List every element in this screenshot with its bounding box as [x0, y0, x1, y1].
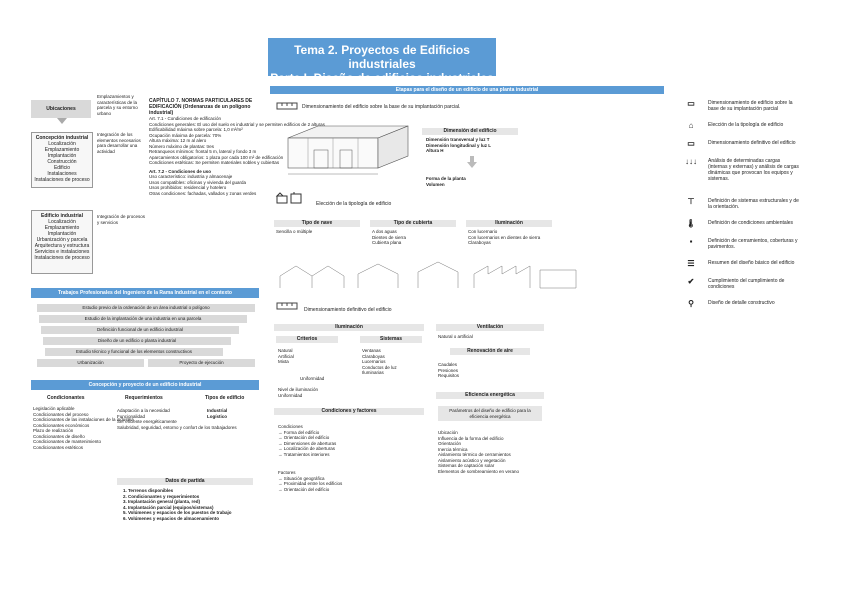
list-item: Condicionantes económicos — [33, 422, 90, 428]
trabajo-bottom-item: Proyecto de ejecución — [148, 359, 255, 367]
list-item: Implantación — [47, 231, 77, 237]
efic-title: Eficiencia energética — [436, 392, 544, 399]
nivel-list — [278, 387, 358, 398]
datos-title: Datos de partida — [117, 478, 253, 485]
right-step-text: Definición de sistemas estructurales y de la orientación. — [708, 198, 799, 210]
right-step-item — [680, 278, 800, 290]
edificio-box — [31, 210, 93, 274]
list-item: Aislamiento térmico de cerramientos — [438, 452, 511, 457]
list-icon: ☰ — [687, 259, 695, 268]
trabajo-bottom-item: Urbanización — [37, 359, 144, 367]
list-item: Servicios e instalaciones — [34, 249, 90, 255]
step2-text: Elección de la tipología de edificio — [316, 201, 392, 207]
list-item: Condicionantes de diseño — [33, 433, 85, 439]
right-step-item — [680, 238, 800, 250]
concepto-col-3: Tipos de edificio — [205, 395, 245, 401]
criterios-list — [278, 348, 338, 365]
right-step-text: Definición de cerramientos, coberturas y pavimentos. — [708, 238, 798, 250]
vent-title: Ventilación — [436, 324, 544, 331]
arrow-down-icon — [57, 118, 67, 124]
capitulo-title: CAPÍTULO 7. NORMAS PARTICULARES DE EDIFICACIÓN (Ordenanzas de un polígono industrial) — [149, 98, 253, 116]
list-item: → Proximidad entre los edificios — [278, 481, 343, 486]
right-step-item — [680, 158, 800, 182]
ruler-icon — [276, 102, 298, 110]
trabajos-bottom — [37, 359, 255, 367]
right-step-item — [680, 300, 800, 308]
dims-list — [426, 137, 522, 154]
cubierta-list — [372, 229, 458, 246]
list-item: Número máximo de plantas: tres — [149, 143, 215, 149]
factory-icon: ⌂ — [688, 121, 694, 130]
list-item: Conductos de luz — [362, 364, 397, 370]
ubicaciones-note: Emplazamientos y características de la parcela y su entorno urbano — [97, 94, 138, 116]
list-item: 3. Implantación general (planta, red) — [123, 499, 201, 504]
right-step-item — [680, 100, 800, 112]
list-item: Factores — [278, 470, 296, 475]
list-item: Otras condiciones: fachadas, vallados y zonas verdes — [149, 190, 257, 196]
criterios-title: Criterios — [276, 336, 338, 343]
concepto-col-2: Requerimientos — [125, 395, 163, 401]
list-item: Edificabilidad máxima sobre parcela: 1,0 m²/m² — [149, 127, 243, 132]
trabajo-row: Estudio de la implantación de una industria en una parcela — [39, 315, 247, 323]
list-item: Dientes de sierra — [372, 234, 407, 240]
right-step-text: Dimensionamiento de edificio sobre la base de su implantación parcial — [708, 100, 793, 112]
list-item: Condiciones estéticas: Se permiten materiales nobles y cubiertas — [149, 160, 280, 165]
list-item: → Localización de aberturas — [278, 446, 336, 451]
list-item: Ventanas — [362, 348, 381, 353]
ubicaciones-label: Ubicaciones — [31, 100, 91, 118]
list-item: → Dimensiones de aberturas — [278, 440, 337, 446]
list-item: Caudales — [438, 362, 458, 367]
step1-text: Dimensionamiento del edificio sobre la base de su implantación parcial. — [302, 104, 461, 110]
list-item: Volumen — [426, 181, 445, 187]
list-item: Altura máxima: 12 m al alero — [149, 138, 207, 143]
renov-list — [438, 362, 538, 379]
tip-col-2: Tipo de cubierta — [370, 220, 456, 227]
right-step-item — [680, 260, 800, 268]
tip-col-3: Iluminación — [466, 220, 552, 227]
list-item: Ocupación máxima de parcela: 70% — [149, 132, 222, 138]
concepcion-note: Integración de los elementos necesarios para desarrollar una actividad — [97, 132, 141, 154]
list-item: Logístico — [207, 413, 227, 419]
tip-col-1: Tipo de nave — [274, 220, 360, 227]
trabajos-rows — [37, 301, 255, 367]
list-item: Instalaciones — [47, 171, 77, 177]
list-item: Natural — [278, 348, 293, 353]
uniformidad-label: Uniformidad — [300, 376, 325, 381]
load-arrows-icon: ↓↓↓ — [685, 157, 697, 166]
concepto-title: Concepción y proyecto de un edificio industrial — [31, 380, 259, 390]
list-item: Claraboyas — [468, 240, 491, 245]
list-item: Localización — [48, 141, 76, 147]
vent-list — [438, 334, 538, 340]
center-title: Etapas para el diseño de un edificio de una planta industrial — [270, 86, 664, 94]
sistemas-title: Sistemas — [360, 336, 422, 343]
list-item: Industrial — [207, 408, 228, 413]
list-item: Mixta — [278, 359, 289, 364]
ruler-icon — [276, 302, 298, 310]
list-item: Orientación — [438, 441, 462, 446]
building-drawing — [278, 118, 418, 180]
list-item: Lucernarios — [362, 359, 386, 364]
list-item: Sistemas de captación solar — [438, 463, 495, 468]
list-item: Localización — [48, 219, 76, 225]
right-step-text: Resumen del diseño básico del edificio — [708, 260, 795, 266]
crane-icon: ⊤ — [687, 197, 695, 206]
list-item: Sencilla o múltiple — [276, 229, 313, 234]
renov-title: Renovación de aire — [450, 348, 530, 355]
right-step-item — [680, 140, 800, 148]
right-step-text: Análisis de determinadas cargas (internas y externas) y análisis de cargas dinámicas que provocan los equipos y sistemas. — [708, 158, 799, 182]
list-item: Nivel de iluminación — [278, 387, 319, 392]
ilum-title: Iluminación — [274, 324, 424, 331]
list-item: Retranqueos mínimos: frontal 5 m, lateral y fondo 3 m — [149, 149, 257, 154]
nave-list — [276, 229, 362, 235]
list-item: Adaptación a la necesidad — [117, 408, 170, 413]
list-item: Iluminarias — [362, 370, 384, 375]
list-item: Edificio — [53, 165, 71, 171]
datos-list — [123, 488, 257, 521]
list-item: Inercia térmica — [438, 446, 468, 452]
list-item: Ser eficiente energéticamente — [117, 419, 177, 424]
list-item: Arquitectura y estructura — [34, 243, 90, 249]
header-title-line2: Parte I. Diseño de edificios industriales — [270, 71, 494, 85]
check-icon: ✔ — [687, 277, 695, 286]
capitulo2-title: Art. 7.2 - Condiciones de uso — [149, 168, 212, 174]
right-step-text: Dimensionamiento definitivo del edificio — [708, 140, 796, 146]
list-item: → Tratamientos interiores — [278, 451, 330, 457]
list-item: Emplazamiento — [44, 225, 80, 231]
trabajo-row: Definición funcional de un edificio industrial — [41, 326, 239, 334]
list-item: → Forma del edificio — [278, 429, 320, 435]
right-step-item — [680, 220, 800, 228]
tipos-list — [207, 408, 257, 419]
list-item: Elementos de sombreamiento en verano — [438, 468, 520, 474]
ruler-icon: ▭ — [687, 139, 695, 148]
list-item: A dos aguas — [372, 229, 397, 234]
list-item: → Orientación del edificio — [278, 486, 330, 492]
list-item: Dimensión longitudinal y luz L — [426, 142, 491, 148]
cond-title: Condiciones y factores — [274, 408, 424, 415]
center-column — [270, 86, 664, 506]
list-item: Condicionantes de las instalaciones de la industria — [33, 417, 134, 422]
list-item: 6. Volúmenes y espacios de almacenamiento — [123, 515, 219, 521]
list-item: Funcionalidad — [117, 413, 146, 419]
iluminacion-list — [468, 229, 562, 246]
list-item: Salubridad, seguridad, entorno y confort de los trabajadores — [117, 424, 237, 430]
list-item: Altura H — [426, 148, 444, 153]
list-item: Construcción — [47, 159, 77, 165]
thermometer-icon: 🌡 — [685, 219, 697, 228]
factores-list — [278, 470, 418, 492]
right-step-item — [680, 122, 800, 130]
list-item: Influencia de la forma del edificio — [438, 435, 504, 441]
list-item: Instalaciones de proceso — [34, 255, 90, 261]
trabajo-row: Estudio previo de la ordenación de un área industrial o polígono — [37, 304, 255, 312]
right-step-item — [680, 198, 800, 210]
right-column — [680, 100, 800, 400]
list-item: 2. Condicionantes y requerimientos — [123, 493, 200, 499]
list-item: Usos prohibidos: residencial y hotelero — [149, 185, 227, 190]
ruler-icon: ▭ — [687, 99, 695, 108]
right-step-text: Definición de condiciones ambientales — [708, 220, 794, 226]
trabajos-title: Trabajos Profesionales del Ingeniero de la Rama Industrial en el contexto — [31, 288, 259, 298]
list-item: Legislación aplicable — [33, 406, 75, 411]
list-item: Urbanización y parcela — [36, 237, 88, 243]
list-item: Natural o artificial — [438, 334, 473, 339]
list-item: Emplazamiento — [44, 147, 80, 153]
list-item: 1. Terrenos disponibles — [123, 488, 174, 493]
dim-title: Dimensión del edificio — [422, 128, 518, 135]
efic-box: Parámetros del diseño de edificio para la eficiencia energética — [438, 406, 542, 421]
edificio-label: Edificio industrial — [41, 213, 83, 219]
step3-text: Dimensionamiento definitivo del edificio — [304, 307, 392, 313]
right-step-text: Cumplimiento del cumplimiento de condiciones — [708, 278, 785, 290]
arrow-down-icon — [467, 156, 477, 168]
capitulo-block — [149, 98, 325, 196]
list-item: 4. Implantación parcial (equipos/sistemas) — [123, 504, 214, 510]
sistemas-list — [362, 348, 424, 376]
list-item: Instalaciones de proceso — [34, 177, 90, 183]
concepcion-box — [31, 132, 93, 188]
list-item: Presiones — [438, 367, 459, 373]
concepcion-label: Concepción industrial — [35, 135, 89, 141]
search-icon: ⚲ — [688, 299, 694, 308]
list-item: Aislamiento acústico y vegetación — [438, 457, 506, 463]
list-item: Requisitos — [438, 373, 460, 378]
forma-list — [426, 176, 506, 187]
page-header — [268, 38, 496, 85]
list-item: Aparcamientos obligatorios: 1 plaza por cada 100 m² de edificación — [149, 154, 284, 160]
trabajo-row: Diseño de un edificio o planta industrial — [43, 337, 231, 345]
list-item: Uso característico: industria y almacenaje — [149, 174, 233, 179]
list-item: Condiciones generales: El uso del suelo es industrial y se permiten edificios de 2 alturas — [149, 121, 325, 127]
list-item: Condiciones — [278, 424, 303, 429]
trabajo-row: Estudio técnico y funcional de los elementos constructivos — [45, 348, 223, 356]
list-item: Condicionantes del proceso — [33, 411, 89, 417]
list-item: 5. Volúmenes y espacios de los puestos de trabajo — [123, 510, 232, 515]
header-title-line1: Tema 2. Proyectos de Edificios industriales — [294, 43, 470, 71]
list-item: Ubicación — [438, 430, 458, 435]
list-item: → Situación geográfica — [278, 475, 325, 481]
window-icon: ▪ — [689, 237, 693, 246]
list-item: Condicionantes de mantenimiento — [33, 439, 102, 444]
list-item: → Orientación del edificio — [278, 435, 330, 440]
list-item: Con lucernarios en dientes de sierra — [468, 234, 541, 240]
list-item: Implantación — [47, 153, 77, 159]
efic-list — [438, 430, 558, 474]
list-item: Condicionantes estéticos — [33, 444, 84, 450]
roof-types-drawing — [278, 258, 578, 292]
list-item: Cubierta plana — [372, 240, 402, 245]
concepto-col-1: Condicionantes — [47, 395, 85, 401]
right-step-text: Diseño de detalle constructivo — [708, 300, 775, 306]
factory-icon — [276, 192, 304, 204]
edificio-note: Integración de procesos y servicios — [97, 214, 146, 225]
list-item: Dimensión transversal y luz T — [426, 137, 490, 142]
list-item: Claraboyas — [362, 353, 385, 359]
list-item: Uniformidad — [278, 392, 303, 398]
list-item: Plazo de realización — [33, 428, 74, 433]
list-item: Forma de la planta — [426, 176, 466, 181]
list-item: Artificial — [278, 353, 294, 359]
list-item: Art. 7.1 - Condiciones de edificación — [149, 116, 222, 121]
list-item: Usos compatibles: oficinas y vivienda del guarda — [149, 179, 247, 185]
list-item: Con lucernario — [468, 229, 498, 234]
right-step-text: Elección de la tipología de edificio — [708, 122, 784, 128]
condiciones-list — [278, 424, 418, 457]
